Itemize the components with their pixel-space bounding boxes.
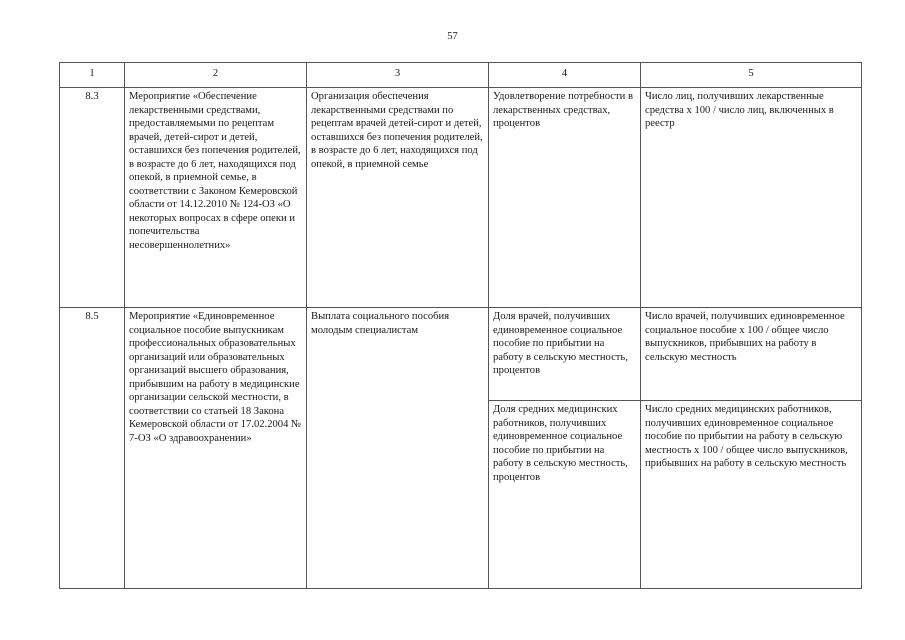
measure-cell: Мероприятие «Единовременное социальное пособие выпускникам профессиональных образовательных организаций или образовательных организаций высшего образования, прибывшим на работу в медицинские организации сельской местности, в соответствии со статьей 18 Закона Кемеровской области от 17.02.2004 № 7-ОЗ «О здравоохранении»	[125, 308, 307, 589]
header-cell-5: 5	[641, 63, 862, 88]
indicators-table	[59, 62, 862, 589]
table-row	[60, 88, 862, 308]
header-cell-4: 4	[489, 63, 641, 88]
table-row	[60, 308, 862, 401]
formula-cell: Число средних медицинских работников, получивших единовременное социальное пособие по прибытии на работу в сельскую местность х 100 / общее число выпускников, прибывших на работу в сельскую местность	[641, 401, 862, 589]
row-number: 8.5	[60, 308, 125, 589]
measure-cell: Мероприятие «Обеспечение лекарственными средствами, предоставляемыми по рецептам врачей, детей-сирот и детей, оставшихся без попечения родителей, в возрасте до 6 лет, находящихся под опекой, в приемной семье, в соответствии с Законом Кемеровской области от 14.12.2010 № 124-ОЗ «О некоторых вопросах в сфере опеки и попечительства несовершеннолетних»	[125, 88, 307, 308]
page-number: 57	[447, 31, 458, 42]
action-cell: Выплата социального пособия молодым специалистам	[307, 308, 489, 589]
formula-cell: Число врачей, получивших единовременное социальное пособие х 100 / общее число выпускников, прибывших на работу в сельскую местность	[641, 308, 862, 401]
action-cell: Организация обеспечения лекарственными средствами по рецептам врачей детей-сирот и детей, оставшихся без попечения родителей, в возрасте до 6 лет, находящихся под опекой, в приемной семье	[307, 88, 489, 308]
indicator-cell: Доля средних медицинских работников, получивших единовременное социальное пособие по прибытии на работу в сельскую местность, процентов	[489, 401, 641, 589]
header-cell-1: 1	[60, 63, 125, 88]
table-header-row	[60, 63, 862, 88]
indicator-cell: Удовлетворение потребности в лекарственных средствах, процентов	[489, 88, 641, 308]
header-cell-2: 2	[125, 63, 307, 88]
header-cell-3: 3	[307, 63, 489, 88]
formula-cell: Число лиц, получивших лекарственные средства х 100 / число лиц, включенных в реестр	[641, 88, 862, 308]
row-number: 8.3	[60, 88, 125, 308]
indicator-cell: Доля врачей, получивших единовременное социальное пособие по прибытии на работу в сельскую местность, процентов	[489, 308, 641, 401]
